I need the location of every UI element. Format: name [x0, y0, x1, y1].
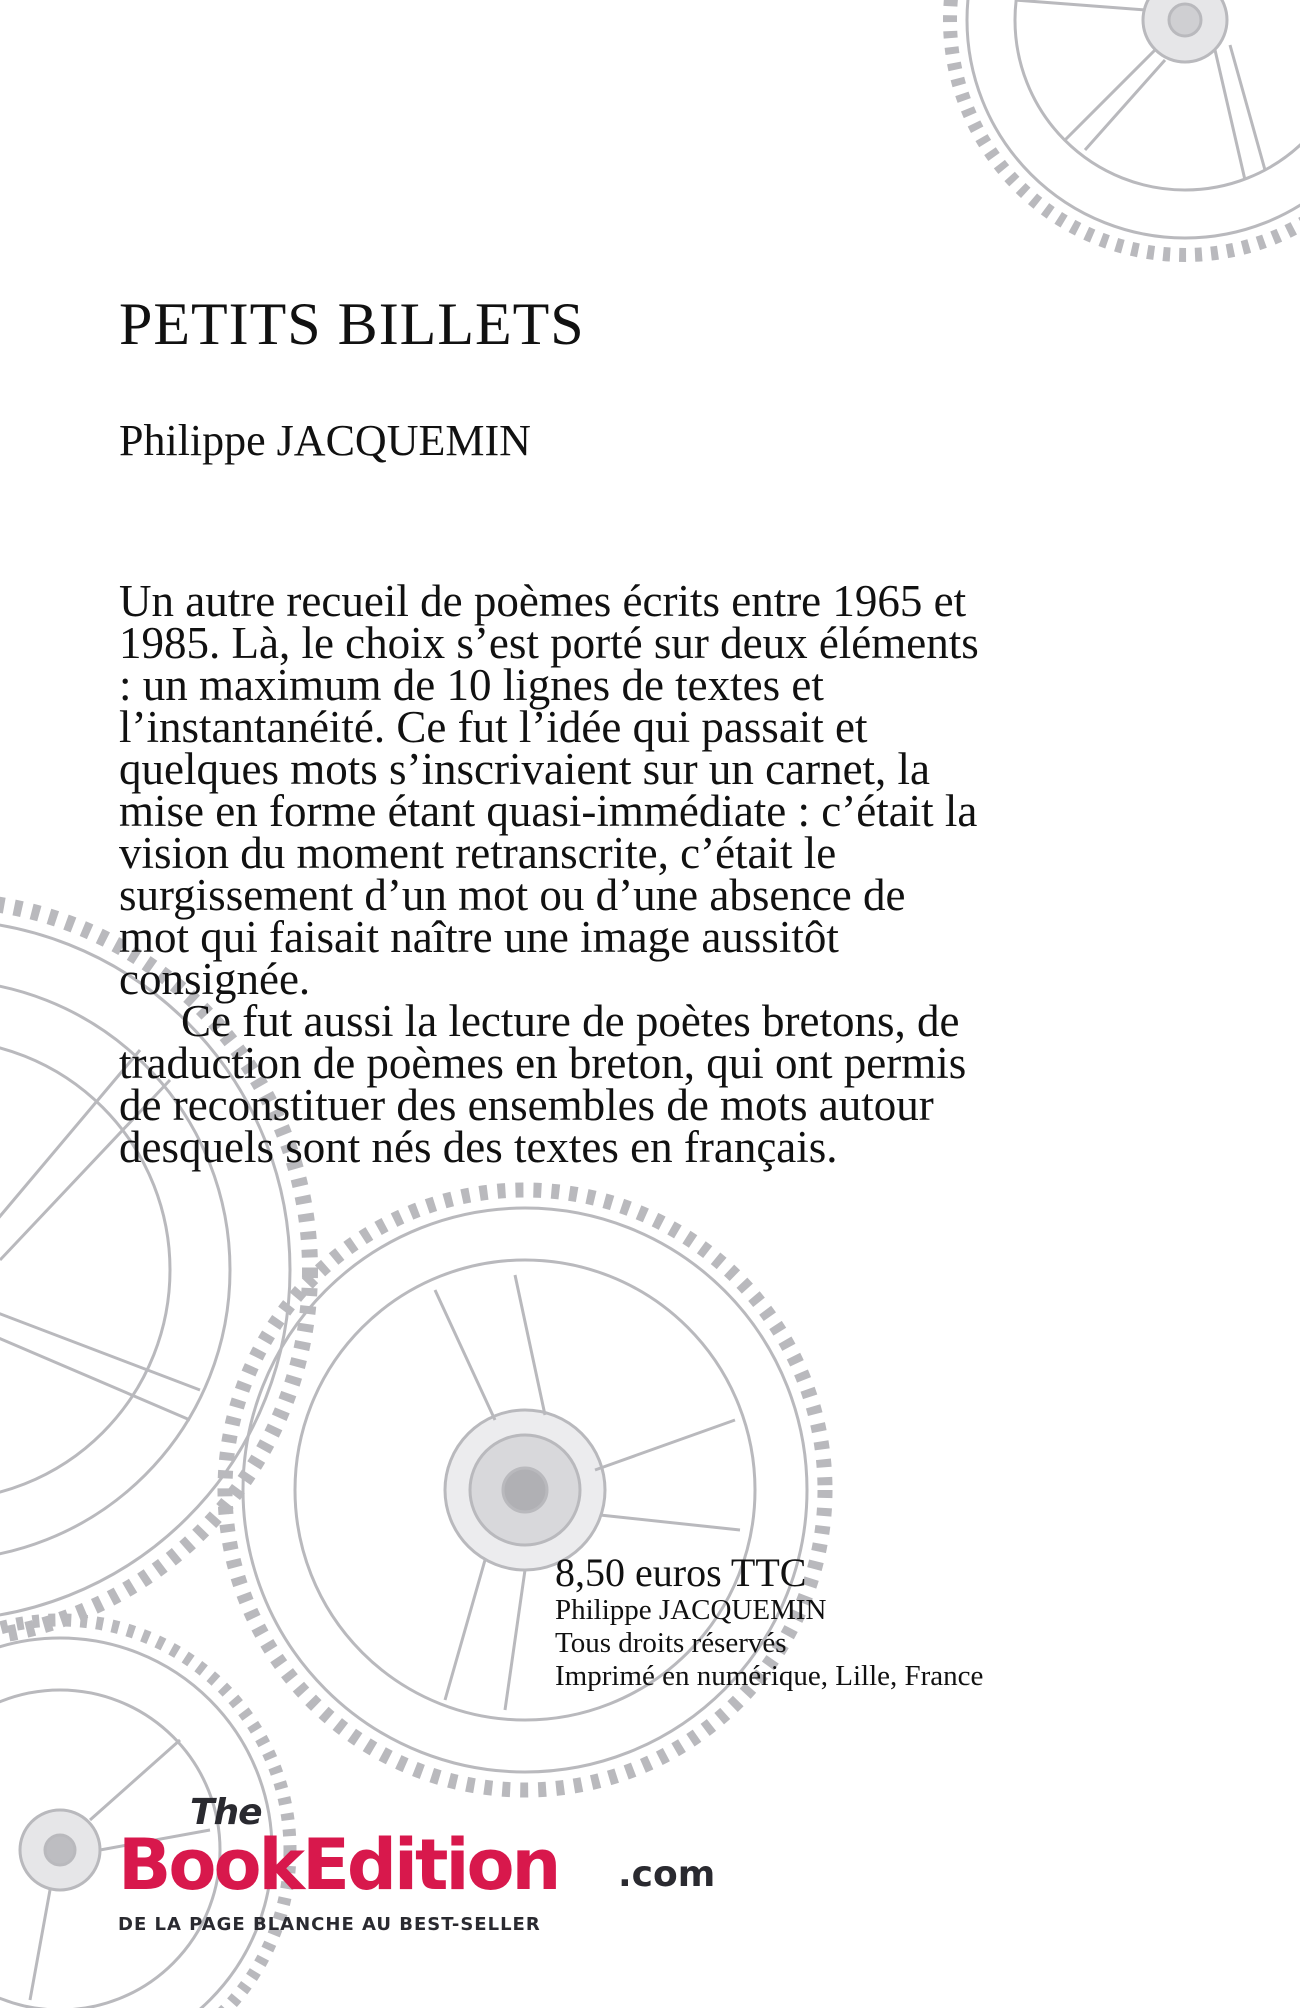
logo-tagline: DE LA PAGE BLANCHE AU BEST-SELLER: [118, 1914, 541, 1935]
book-blurb: [119, 576, 979, 1172]
logo-brand: BookEdition: [118, 1824, 559, 1906]
book-author: Philippe JACQUEMIN: [119, 416, 531, 465]
price: 8,50 euros TTC: [555, 1550, 807, 1595]
publisher-logo: [118, 1792, 718, 1942]
credits-author: Philippe JACQUEMIN: [555, 1594, 827, 1626]
gear-center: [225, 1190, 825, 1790]
blurb-paragraph: Un autre recueil de poèmes écrits entre 1965 et 1985. Là, le choix s’est porté sur deux éléments : un maximum de 10 lignes de textes et l’instantanéité. Ce fut l’idée qui passait et quelques mots s’inscrivaient sur un carnet, la mise en forme étant quasi-immédiate : c’était la vision du moment retranscrite, c’était le surgissement d’un mot ou d’une absence de mot qui faisait naître une image aussitôt consignée.: [119, 576, 979, 1004]
logo-the: The: [190, 1792, 262, 1833]
logo-suffix: .com: [618, 1854, 716, 1895]
book-title: PETITS BILLETS: [119, 291, 585, 357]
credits-rights: Tous droits réservés: [555, 1627, 787, 1659]
gear-top-right: [950, 0, 1300, 255]
credits-printed: Imprimé en numérique, Lille, France: [555, 1660, 984, 1692]
blurb-paragraph: Ce fut aussi la lecture de poètes bretons, de traduction de poèmes en breton, qui ont permis de reconstituer des ensembles de mots autour desquels sont nés des textes en français.: [119, 996, 967, 1172]
credits-block: [555, 1552, 983, 1693]
